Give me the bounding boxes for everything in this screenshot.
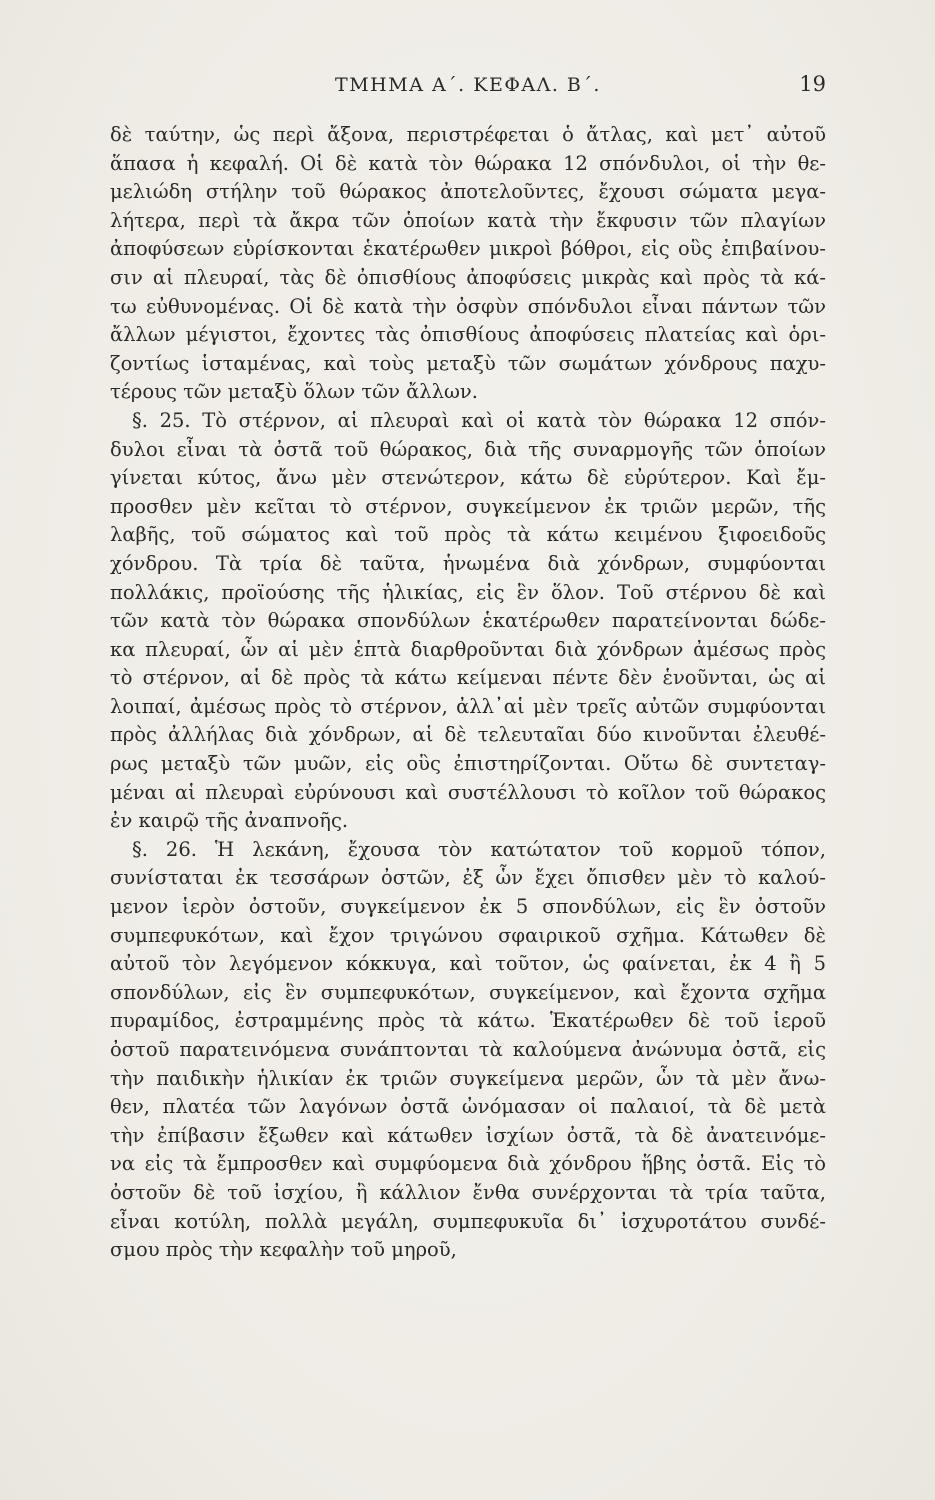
text-line: ἄλλων μέγιστοι, ἔχοντες τὰς ὀπισθίους ἀποφύσεις πλατείας καὶ ὁρι- [110,323,826,347]
text-line: τῶν κατὰ τὸν θώρακα σπονδύλων ἑκατέρωθεν παρατείνονται δώδε- [110,609,826,633]
text-line: πρὸς ἀλλήλας διὰ χόνδρων, αἱ δὲ τελευταῖαι δύο κινοῦνται ἐλευθέ- [110,723,826,747]
text-line: κα πλευραί, ὧν αἱ μὲν ἑπτὰ διαρθροῦνται διὰ χόνδρων ἀμέσως πρὸς [110,637,826,661]
text-line: συμπεφυκότων, καὶ ἔχον τριγώνου σφαιρικοῦ σχῆμα. Κάτωθεν δὲ [110,923,826,947]
text-line: σπονδύλων, εἰς ἓν συμπεφυκότων, συγκείμενον, καὶ ἔχοντα σχῆμα [110,980,826,1004]
text-line: τω εὐθυνομένας. Οἱ δὲ κατὰ τὴν ὀσφὺν σπόνδυλοι εἶναι πάντων τῶν [110,294,826,318]
text-line: τὴν ἐπίβασιν ἔξωθεν καὶ κάτωθεν ἰσχίων ὀστᾶ, τὰ δὲ ἀνατεινόμε- [110,1123,826,1147]
text-line: μελιώδη στήλην τοῦ θώρακος ἀποτελοῦντες, ἔχουσι σώματα μεγα- [110,180,826,204]
text-line: λοιπαί, ἀμέσως πρὸς τὸ στέρνον, ἀλλ᾽αἱ μὲν τρεῖς αὐτῶν συμφύονται [110,694,826,718]
text-line: λαβῆς, τοῦ σώματος καὶ τοῦ πρὸς τὰ κάτω κειμένου ξιφοειδοῦς [110,523,826,547]
text-line: αὐτοῦ τὸν λεγόμενον κόκκυγα, καὶ τοῦτον, ὡς φαίνεται, ἐκ 4 ἢ 5 [110,952,826,976]
text-line: συνίσταται ἐκ τεσσάρων ὀστῶν, ἐξ ὧν ἔχει ὄπισθεν μὲν τὸ καλού- [110,866,826,890]
text-line: ὀστοῦ παρατεινόμενα συνάπτονται τὰ καλούμενα ἀνώνυμα ὀστᾶ, εἰς [110,1038,826,1061]
page-header [110,68,826,102]
text-line: πολλάκις, προϊούσης τῆς ἡλικίας, εἰς ἓν ὅλον. Τοῦ στέρνου δὲ καὶ [110,580,826,604]
text-line: σμου πρὸς τὴν κεφαλὴν τοῦ μηροῦ, [110,1238,457,1262]
text-line: χόνδρου. Τὰ τρία δὲ ταῦτα, ἡνωμένα διὰ χόνδρων, συμφύονται [110,551,826,575]
text-line: προσθεν μὲν κεῖται τὸ στέρνον, συγκείμενον ἐκ τριῶν μερῶν, τῆς [110,494,826,518]
text-line: θεν, πλατέα τῶν λαγόνων ὀστᾶ ὠνόμασαν οἱ παλαιοί, τὰ δὲ μετὰ [110,1095,826,1119]
text-line: ὀστοῦν δὲ τοῦ ἰσχίου, ἢ κάλλιον ἔνθα συνέρχονται τὰ τρία ταῦτα, [110,1180,826,1204]
text-line: τέρους τῶν μεταξὺ ὅλων τῶν ἄλλων. [110,380,478,404]
text-line: ἐν καιρῷ τῆς ἀναπνοῆς. [110,809,349,833]
text-line: μενον ἱερὸν ὀστοῦν, συγκείμενον ἐκ 5 σπονδύλων, εἰς ἓν ὀστοῦν [110,895,826,919]
text-line: σιν αἱ πλευραί, τὰς δὲ ὀπισθίους ἀποφύσεις μικρὰς καὶ πρὸς τὰ κά- [110,265,826,289]
running-head: ΤΜΗΜΑ Α΄. ΚΕΦΑΛ. Β΄. [335,74,601,96]
text-line: λήτερα, περὶ τὰ ἄκρα τῶν ὁποίων κατὰ τὴν ἔκφυσιν τῶν πλαγίων [110,208,826,232]
text-line: πυραμίδος, ἐστραμμένης πρὸς τὰ κάτω. Ἑκατέρωθεν δὲ τοῦ ἱεροῦ [110,1009,826,1033]
section-26-start: §. 26. Ἡ λεκάνη, ἔχουσα τὸν κατώτατον τοῦ κορμοῦ τόπον, [132,837,826,861]
text-line: δὲ ταύτην, ὡς περὶ ἄξονα, περιστρέφεται ὁ ἄτλας, καὶ μετ᾽ αὐτοῦ [110,123,826,146]
page-number: 19 [799,72,826,96]
text-line: τὴν παιδικὴν ἡλικίαν ἐκ τριῶν συγκείμενα μερῶν, ὧν τὰ μὲν ἄνω- [110,1066,826,1090]
text-line: ἅπασα ἡ κεφαλή. Οἱ δὲ κατὰ τὸν θώρακα 12 σπόνδυλοι, οἱ τὴν θε- [110,151,826,175]
body-text [110,121,826,1265]
text-line: ἀποφύσεων εὑρίσκονται ἑκατέρωθεν μικροὶ βόθροι, εἰς οὓς ἐπιβαίνου- [110,237,826,261]
text-line: γίνεται κύτος, ἄνω μὲν στενώτερον, κάτω δὲ εὐρύτερον. Καὶ ἔμ- [110,466,826,490]
text-line: ζοντίως ἱσταμένας, καὶ τοὺς μεταξὺ τῶν σωμάτων χόνδρους παχυ- [110,351,826,375]
text-line: να εἰς τὰ ἔμπροσθεν καὶ συμφύομενα διὰ χόνδρου ἥβης ὀστᾶ. Εἰς τὸ [110,1152,826,1176]
section-25-start: §. 25. Τὸ στέρνον, αἱ πλευραὶ καὶ οἱ κατὰ τὸν θώρακα 12 σπόν- [132,408,826,432]
text-line: εἶναι κοτύλη, πολλὰ μεγάλη, συμπεφυκυῖα δι᾽ ἰσχυροτάτου συνδέ- [110,1209,826,1233]
text-line: μέναι αἱ πλευραὶ εὐρύνουσι καὶ συστέλλουσι τὸ κοῖλον τοῦ θώρακος [110,780,826,804]
text-line: τὸ στέρνον, αἱ δὲ πρὸς τὰ κάτω κείμεναι πέντε δὲν ἑνοῦνται, ὡς αἱ [110,666,826,690]
text-line: ρως μεταξὺ τῶν μυῶν, εἰς οὓς ἐπιστηρίζονται. Οὕτω δὲ συντεταγ- [110,752,826,776]
text-line: δυλοι εἶναι τὰ ὀστᾶ τοῦ θώρακος, διὰ τῆς συναρμογῆς τῶν ὁποίων [110,437,826,461]
